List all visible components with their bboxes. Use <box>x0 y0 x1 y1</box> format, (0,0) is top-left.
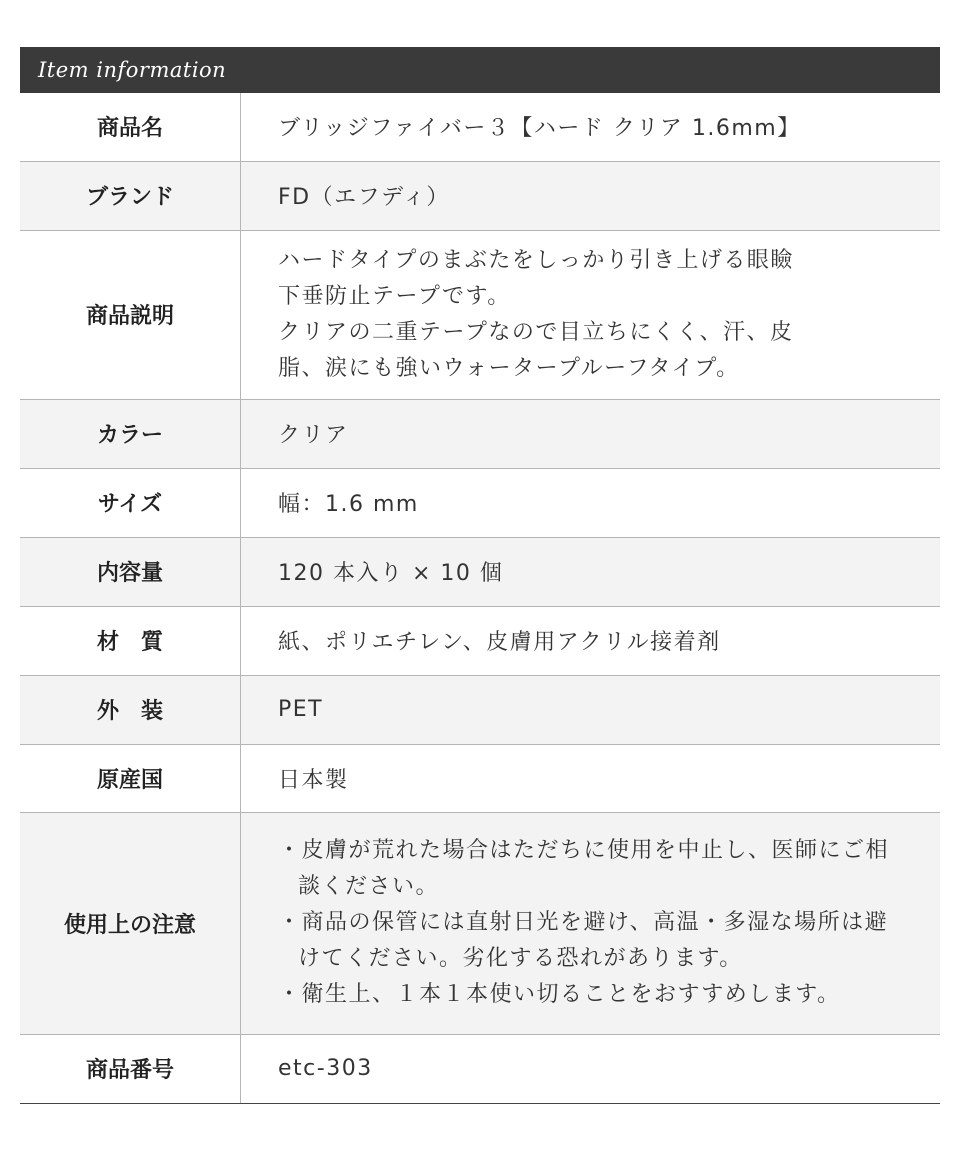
label-color: カラー <box>20 399 241 468</box>
value-packaging: PET <box>241 675 941 744</box>
value-product-number: etc-303 <box>241 1034 941 1103</box>
row-material <box>20 606 940 675</box>
label-material: 材 質 <box>20 606 241 675</box>
value-origin: 日本製 <box>241 744 941 812</box>
label-origin: 原産国 <box>20 744 241 812</box>
label-cautions: 使用上の注意 <box>20 812 241 1034</box>
value-material: 紙、ポリエチレン、皮膚用アクリル接着剤 <box>241 606 941 675</box>
value-contents: 120 本入り × 10 個 <box>241 537 941 606</box>
value-description <box>241 230 941 399</box>
value-color: クリア <box>241 399 941 468</box>
label-description: 商品説明 <box>20 230 241 399</box>
row-origin <box>20 744 940 812</box>
row-size <box>20 468 940 537</box>
caution-item: ・皮膚が荒れた場合はただちに使用を中止し、医師にご相談ください。 <box>278 838 890 899</box>
value-brand: FD（エフディ） <box>241 161 941 230</box>
row-product-number <box>20 1034 940 1103</box>
description-line: 下垂防止テープです。 <box>278 283 511 309</box>
row-cautions <box>20 812 940 1034</box>
row-brand <box>20 161 940 230</box>
item-information-table <box>20 93 940 1104</box>
caution-item: ・商品の保管には直射日光を避け、高温・多湿な場所は避けてください。劣化する恐れがあります。 <box>278 910 889 971</box>
label-product-number: 商品番号 <box>20 1034 241 1103</box>
row-contents <box>20 537 940 606</box>
row-packaging <box>20 675 940 744</box>
label-brand: ブランド <box>20 161 241 230</box>
caution-item: ・衛生上、１本１本使い切ることをおすすめします。 <box>278 982 841 1007</box>
row-color <box>20 399 940 468</box>
label-contents: 内容量 <box>20 537 241 606</box>
row-product-name <box>20 93 940 161</box>
header-title: Item information <box>38 58 227 82</box>
description-line: クリアの二重テープなので目立ちにくく、汗、皮 <box>278 319 794 345</box>
value-size: 幅：1.6 mm <box>241 468 941 537</box>
item-information-header <box>20 47 940 93</box>
description-line: 脂、涙にも強いウォータープルーフタイプ。 <box>278 355 740 381</box>
value-product-name: ブリッジファイバー３【ハード クリア 1.6mm】 <box>241 93 941 161</box>
label-packaging: 外 装 <box>20 675 241 744</box>
label-product-name: 商品名 <box>20 93 241 161</box>
row-description <box>20 230 940 399</box>
value-cautions <box>241 812 941 1034</box>
label-size: サイズ <box>20 468 241 537</box>
description-line: ハードタイプのまぶたをしっかり引き上げる眼瞼 <box>278 247 794 273</box>
